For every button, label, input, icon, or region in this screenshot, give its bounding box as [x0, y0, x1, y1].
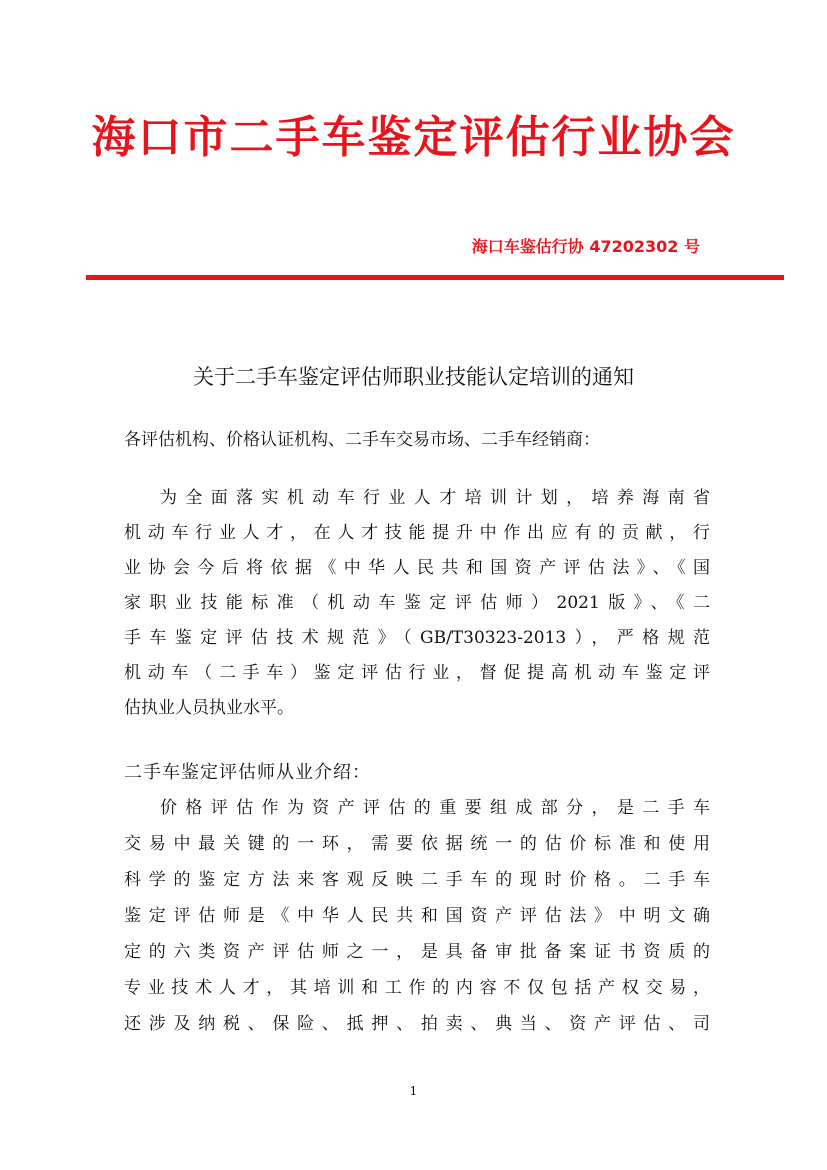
paragraph-line: 价格评估作为资产评估的重要组成部分，是二手车 — [160, 798, 710, 818]
paragraph-line: 估执业人员执业水平。 — [124, 698, 294, 718]
paragraph-line: 机动车行业人才，在人才技能提升中作出应有的贡献，行 — [124, 523, 710, 543]
document-number: 海口车鉴估行协 47202302 号 — [471, 237, 700, 256]
notice-recipients: 各评估机构、价格认证机构、二手车交易市场、二手车经销商： — [124, 430, 600, 450]
body-paragraph — [124, 790, 710, 1042]
paragraph-line: 手车鉴定评估技术规范》（GB/T30323-2013），严格规范 — [124, 628, 710, 648]
paragraph-line: 鉴定评估师是《中华人民共和国资产评估法》中明文确 — [124, 906, 710, 926]
paragraph-line: 为全面落实机动车行业人才培训计划，培养海南省 — [160, 488, 710, 508]
paragraph-line: 还涉及纳税、保险、抵押、拍卖、典当、资产评估、司 — [124, 1014, 710, 1034]
paragraph-line: 专业技术人才，其培训和工作的内容不仅包括产权交易， — [124, 978, 710, 998]
paragraph-line: 家职业技能标准（机动车鉴定评估师）2021版》、《二 — [124, 593, 710, 613]
paragraph-line: 业协会今后将依据《中华人民共和国资产评估法》、《国 — [124, 558, 710, 578]
red-divider-rule — [86, 275, 784, 280]
notice-title: 关于二手车鉴定评估师职业技能认定培训的通知 — [193, 365, 634, 389]
intro-paragraph — [124, 481, 710, 726]
organization-header: 海口市二手车鉴定评估行业协会 — [91, 112, 736, 163]
paragraph-line: 机动车（二手车）鉴定评估行业，督促提高机动车鉴定评 — [124, 663, 710, 683]
page-number: 1 — [409, 1084, 418, 1098]
paragraph-line: 定的六类资产评估师之一，是具备审批备案证书资质的 — [124, 942, 710, 962]
paragraph-line: 科学的鉴定方法来客观反映二手车的现时价格。二手车 — [124, 870, 710, 890]
paragraph-line: 交易中最关键的一环，需要依据统一的估价标准和使用 — [124, 834, 710, 854]
section-heading: 二手车鉴定评估师从业介绍： — [124, 762, 371, 783]
